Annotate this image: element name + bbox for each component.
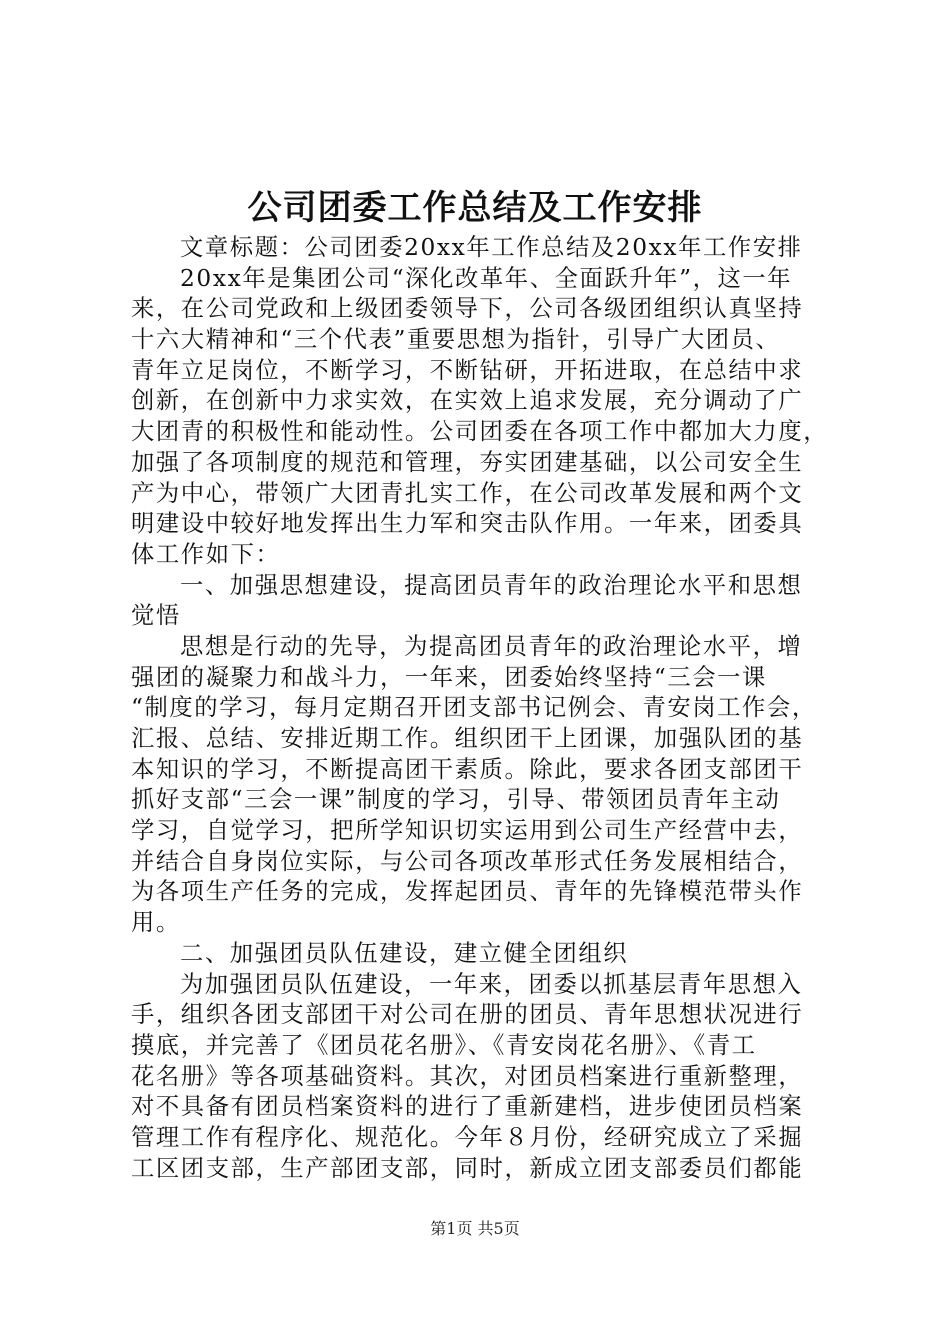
text-line: 体工作如下：	[131, 540, 281, 568]
text-line: 为加强团员队伍建设，一年来，团委以抓基层青年思想入	[180, 970, 803, 998]
text-line: 学习，自觉学习，把所学知识切实运用到公司生产经营中去，	[131, 817, 804, 845]
text-line: 花名册》等各项基础资料。其次，对团员档案进行重新整理，	[131, 1062, 804, 1090]
document-title: 公司团委工作总结及工作安排	[247, 188, 703, 228]
text-line: 明建设中较好地发挥出生力军和突击队作用。一年来，团委具	[131, 510, 804, 538]
text-line: 大团青的积极性和能动性。公司团委在各项工作中都加大力度，	[131, 418, 829, 446]
text-line: 觉悟	[131, 602, 181, 630]
text-line: 来，在公司党政和上级团委领导下，公司各级团组织认真坚持	[131, 295, 804, 323]
text-line: 手，组织各团支部团干对公司在册的团员、青年思想状况进行	[131, 1001, 804, 1029]
text-line: 为各项生产任务的完成，发挥起团员、青年的先锋模范带头作	[131, 878, 804, 906]
text-line: 产为中心，带领广大团青扎实工作，在公司改革发展和两个文	[131, 479, 804, 507]
text-line: 管理工作有程序化、规范化。今年８月份，经研究成立了采掘	[131, 1123, 804, 1151]
text-line: 十六大精神和“三个代表”重要思想为指针，引导广大团员、	[131, 326, 781, 354]
text-line: 加强了各项制度的规范和管理，夯实团建基础，以公司安全生	[131, 448, 804, 476]
text-line: “制度的学习，每月定期召开团支部书记例会、青安岗工作会，	[131, 694, 817, 722]
text-line: 二、加强团员队伍建设，建立健全团组织	[180, 939, 629, 967]
text-line: 工区团支部，生产部团支部，同时，新成立团支部委员们都能	[131, 1154, 804, 1182]
text-line: 用。	[131, 909, 181, 937]
text-line: 创新，在创新中力求实效，在实效上追求发展，充分调动了广	[131, 387, 804, 415]
text-line: 20xx年是集团公司“深化改革年、全面跃升年”，这一年	[180, 264, 793, 292]
text-line: 汇报、总结、安排近期工作。组织团干上团课，加强队团的基	[131, 725, 804, 752]
text-line: 思想是行动的先导，为提高团员青年的政治理论水平，增	[180, 632, 803, 660]
document-body	[131, 233, 831, 1184]
text-line: 文章标题：公司团委20xx年工作总结及20xx年工作安排	[180, 234, 803, 261]
text-line: 强团的凝聚力和战斗力，一年来，团委始终坚持“三会一课	[131, 663, 767, 691]
text-line: 对不具备有团员档案资料的进行了重新建档，进步使团员档案	[131, 1093, 804, 1121]
text-line: 青年立足岗位，不断学习，不断钻研，开拓进取，在总结中求	[131, 356, 804, 384]
text-line: 并结合自身岗位实际，与公司各项改革形式任务发展相结合，	[131, 847, 804, 875]
page-footer: 第1页 共5页	[430, 1219, 520, 1238]
text-line: 一、加强思想建设，提高团员青年的政治理论水平和思想	[180, 571, 803, 599]
text-line: 本知识的学习，不断提高团干素质。除此，要求各团支部团干	[131, 755, 804, 783]
text-line: 摸底，并完善了《团员花名册》、《青安岗花名册》、《青工	[131, 1031, 757, 1059]
text-line: 抓好支部“三会一课”制度的学习，引导、带领团员青年主动	[131, 786, 781, 814]
